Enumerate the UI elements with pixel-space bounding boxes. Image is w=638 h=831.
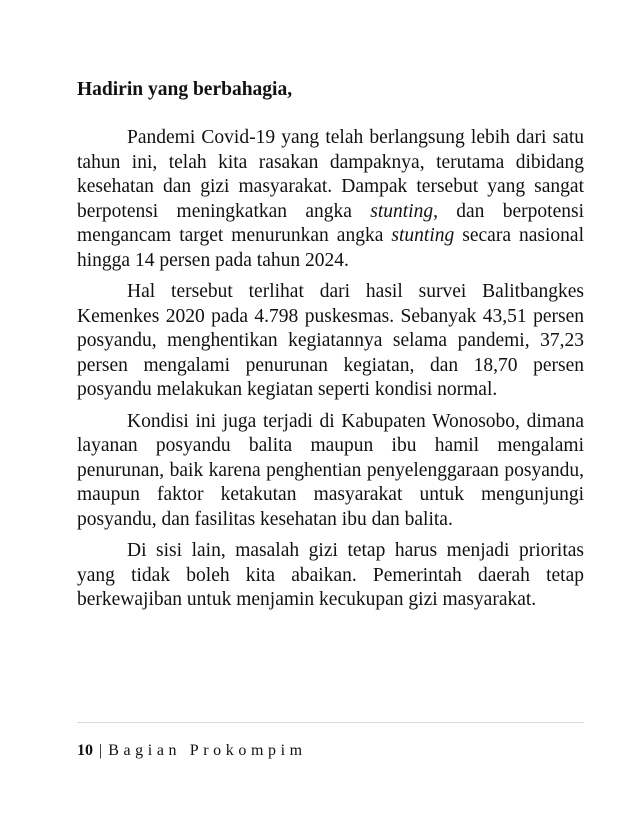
paragraph-4: Di sisi lain, masalah gizi tetap harus menjadi prioritas yang tidak boleh kita abaikan. Pemerintah daerah tetap berkewajiban untuk menjamin kecukupan gizi masyarakat. <box>77 540 584 610</box>
footer-divider <box>77 722 584 723</box>
page-heading: Hadirin yang berbahagia, <box>77 79 293 100</box>
paragraph-1-text-b: , dan berpotensi mengancam target menurunkan angka <box>77 200 584 246</box>
paragraph-1 <box>77 126 584 273</box>
paragraph-1-emphasis-a: stunting <box>370 200 434 222</box>
page-footer <box>77 741 307 761</box>
paragraph-2: Hal tersebut terlihat dari hasil survei Balitbangkes Kemenkes 2020 pada 4.798 puskesmas. Sebanyak 43,51 persen posyandu, menghentikan kegiatannya selama pandemi, 37,23 persen mengalami penurunan kegiatan, dan 18,70 persen posyandu melakukan kegiatan seperti kondisi normal. <box>77 281 584 400</box>
footer-separator: | <box>99 742 103 759</box>
paragraph-3: Kondisi ini juga terjadi di Kabupaten Wonosobo, dimana layanan posyandu balita maupun ibu hamil mengalami penurunan, baik karena penghentian penyelenggaraan posyandu, maupun faktor ketakutan masyarakat untuk mengunjungi posyandu, dan fasilitas kesehatan ibu dan balita. <box>77 410 584 530</box>
paragraph-1-text-a: Pandemi Covid-19 yang telah berlangsung lebih dari satu tahun ini, telah kita rasakan dampaknya, terutama dibidang kesehatan dan gizi masyarakat. Dampak tersebut yang sangat berpotensi meningkatkan angka <box>77 127 584 222</box>
footer-label: Bagian Prokompim <box>108 742 307 759</box>
paragraph-1-emphasis-b: stunting <box>391 225 455 246</box>
page-body <box>77 78 584 620</box>
page-number: 10 <box>77 742 93 759</box>
paragraph-1-text-c: secara nasional hingga 14 persen pada tahun 2024. <box>77 225 584 271</box>
